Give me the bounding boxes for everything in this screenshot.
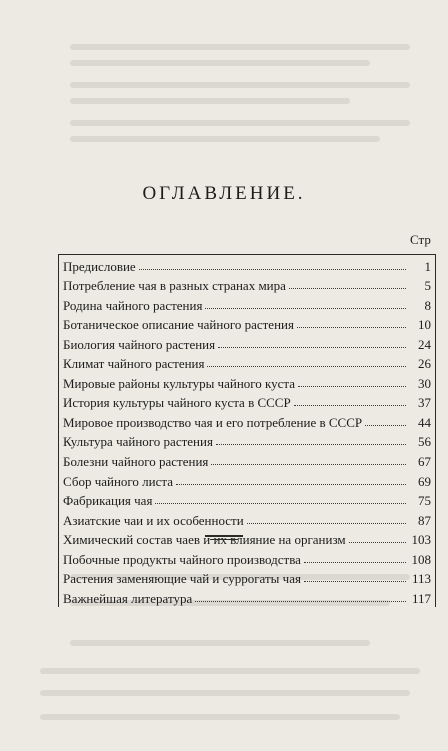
end-rule [205,535,243,537]
toc-leader-dots [195,601,406,602]
bleed-through-page-number [190,16,260,26]
toc-row [59,529,435,549]
toc-row [59,353,435,373]
bleed-through-line [70,136,380,142]
toc-leader-dots [297,327,406,328]
toc-entry-page: 26 [418,356,431,372]
bleed-through-line [40,668,420,674]
toc-leader-dots [247,523,406,524]
toc-leader-dots [176,484,406,485]
toc-entry-page: 24 [418,336,431,352]
toc-entry-page: 44 [418,414,431,430]
toc-row [59,509,435,529]
toc-leader-dots [294,405,406,406]
toc-row [59,314,435,334]
toc-entry-label: Важнейшая литература [63,590,193,606]
toc-entry-label: Предисловие [63,258,136,274]
toc-entry-label: Сбор чайного листа [63,473,173,489]
toc-entry-label: Мировые районы культуры чайного куста [63,375,296,391]
toc-leader-dots [365,425,406,426]
toc-entry-page: 117 [411,590,431,606]
toc-entry-label: Родина чайного растения [63,297,203,313]
toc-entry-label: Азиатские чаи и их особенности [63,512,244,528]
toc-leader-dots [218,347,406,348]
toc-row [59,333,435,353]
toc-leader-dots [304,562,406,563]
toc-entry-page: 103 [411,532,431,548]
toc-entry-page: 113 [411,571,431,587]
toc-entry-label: Климат чайного растения [63,356,205,372]
toc-leader-dots [155,503,406,504]
toc-row [59,450,435,470]
toc-leader-dots [298,386,406,387]
toc-leader-dots [289,288,406,289]
toc-entry-page: 37 [418,395,431,411]
toc-row [59,490,435,510]
toc-entry-page: 10 [418,317,431,333]
toc-entry-page: 1 [424,258,431,274]
toc-entry-page: 5 [424,278,431,294]
toc-entry-page: 8 [424,297,431,313]
toc-row [59,568,435,588]
end-rule-secondary [210,539,238,540]
page-title: ОГЛАВЛЕНИЕ. [142,183,306,204]
bleed-through-line [40,714,400,720]
toc-row [59,275,435,295]
bleed-through-line [70,640,370,646]
toc-row [59,548,435,568]
toc-entry-page: 108 [411,551,431,567]
bleed-through-line [70,82,410,88]
toc-entry-page: 69 [418,473,431,489]
toc-leader-dots [139,269,406,270]
toc-entry-label: Ботаническое описание чайного растения [63,317,294,333]
toc-entry-page: 67 [418,454,431,470]
toc-entry-page: 56 [418,434,431,450]
toc-entry-page: 75 [418,493,431,509]
bleed-through-line [70,120,410,126]
toc-leader-dots [207,366,406,367]
toc-leader-dots [205,308,406,309]
toc-entry-label: Биология чайного растения [63,336,216,352]
toc-entry-label: Растения заменяющие чай и суррогаты чая [63,571,301,587]
toc-row [59,411,435,431]
toc-entry-label: История культуры чайного куста в СССР [63,395,291,411]
bleed-through-line [70,60,370,66]
toc-leader-dots [304,581,406,582]
table-of-contents [58,254,436,607]
toc-entry-label: Побочные продукты чайного производства [63,551,301,567]
toc-row [59,470,435,490]
bleed-through-line [40,690,410,696]
toc-entry-label: Потребление чая в разных странах мира [63,278,286,294]
toc-row [59,392,435,412]
toc-leader-dots [349,542,406,543]
toc-row [59,255,435,275]
toc-row [59,294,435,314]
toc-leader-dots [211,464,406,465]
toc-entry-page: 87 [418,512,431,528]
toc-entry-label: Культура чайного растения [63,434,213,450]
toc-entry-label: Химический состав чаев и их влияние на организм [63,532,346,548]
toc-row [59,431,435,451]
bleed-through-line [70,44,410,50]
toc-row [59,587,435,607]
toc-leader-dots [216,444,406,445]
toc-entry-label: Болезни чайного растения [63,454,209,470]
toc-entry-page: 30 [418,375,431,391]
bleed-through-line [70,98,350,104]
toc-entry-label: Мировое производство чая и его потребление в СССР [63,414,363,430]
toc-row [59,372,435,392]
page-column-header: Стр [410,232,431,247]
toc-entry-label: Фабрикация чая [63,493,153,509]
